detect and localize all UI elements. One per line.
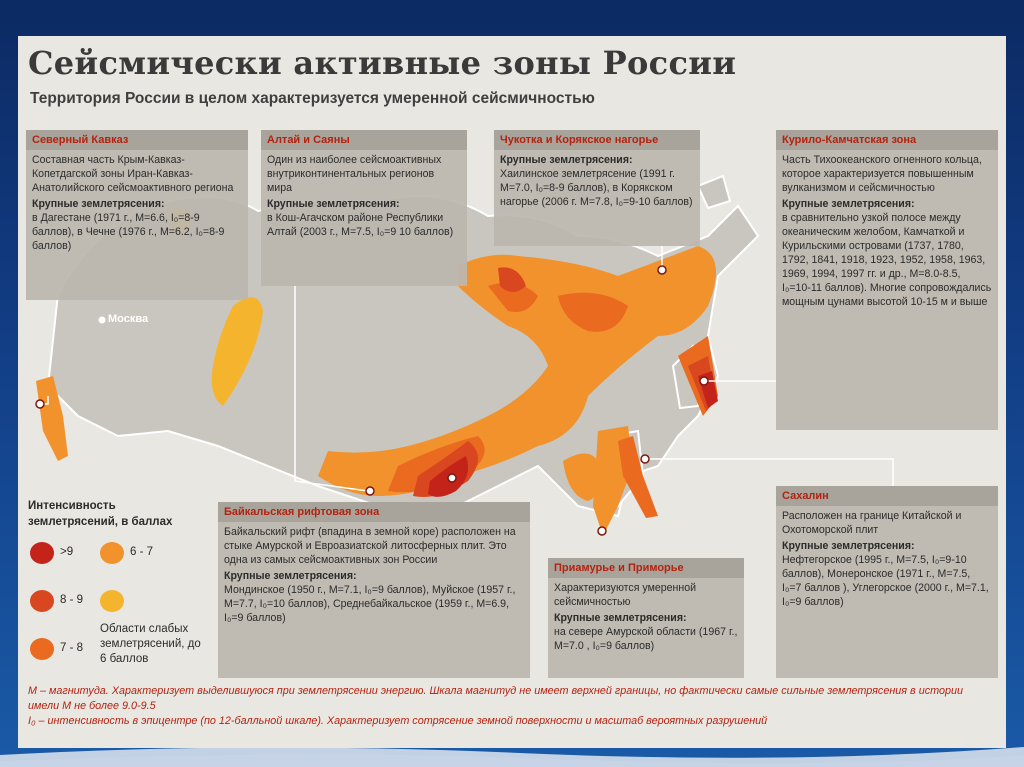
page-subtitle: Территория России в целом характеризуется умеренной сейсмичностью — [30, 90, 595, 107]
callout-quakes: в сравнительно узкой полосе между океаническим желобом, Камчаткой и Курильскими островами (1737, 1780, 1792, 1841, 1918, 1923, 1952, 1958, 1963, 1969, 1994, 1997 гг. и др., M=8.0-8.5, I₀=10-11 баллов). Многие сопровождались мощным цунами высотой 10-15 м и выше — [782, 212, 992, 308]
callout-sakhalin — [776, 486, 998, 678]
legend-swatch-weak — [100, 590, 124, 612]
callout-heading: Крупные землетрясения: — [267, 198, 400, 210]
legend-label-gt9: >9 — [60, 546, 74, 558]
callout-baikal-rift — [218, 502, 530, 678]
epicenter-marker — [700, 377, 708, 385]
callout-title: Сахалин — [776, 486, 998, 506]
footnote-intensity: I₀ – интенсивность в эпицентре (по 12-балльной шкале). Характеризует сотрясение земной поверхности и масштаб вероятных разрушений — [28, 715, 768, 727]
callout-heading: Крупные землетрясения: — [500, 154, 633, 166]
callout-text: Байкальский рифт (впадина в земной коре) расположен на стыке Амурской и Евроазиатской литосферных плит. Это одна из самых сейсмоактивных зон России — [224, 526, 516, 566]
callout-quakes: Нефтегорское (1995 г., M=7.5, I₀=9-10 баллов), Монеронское (1971 г., M=7.5, I₀=7 баллов ), Углегорское (2000 г., M=7.1, I₀=9 баллов) — [782, 554, 989, 608]
callout-heading: Крупные землетрясения: — [782, 540, 915, 552]
epicenter-marker — [36, 400, 44, 408]
epicenter-marker — [658, 266, 666, 274]
epicenter-marker — [598, 527, 606, 535]
legend-heading: Интенсивность землетрясений, в баллах — [28, 500, 173, 528]
callout-kuril-kamchatka — [776, 130, 998, 430]
callout-quakes: в Дагестане (1971 г., M=6.6, I₀=8-9 баллов), в Чечне (1976 г., M=6.2, I₀=8-9 баллов) — [32, 212, 225, 252]
epicenter-marker — [641, 455, 649, 463]
callout-heading: Крупные землетрясения: — [224, 570, 357, 582]
callout-heading: Крупные землетрясения: — [32, 198, 165, 210]
callout-quakes: Мондинское (1950 г., M=7.1, I₀=9 баллов), Муйское (1957 г., M=7.7, I₀=10 баллов), Среднебайкальское (1959 г., M=6.9, I₀=9 баллов) — [224, 584, 516, 624]
callout-altai-sayan — [261, 130, 467, 286]
legend-label-weak: Области слабых землетрясений, до 6 баллов — [100, 623, 201, 665]
legend-label-8-9: 8 - 9 — [60, 594, 84, 606]
legend-label-6-7: 6 - 7 — [130, 546, 154, 558]
footnote — [28, 684, 996, 729]
callout-title: Курило-Камчатская зона — [776, 130, 998, 150]
epicenter-marker — [448, 474, 456, 482]
legend-swatch-gt9 — [30, 542, 54, 564]
callout-quakes: на севере Амурской области (1967 г., M=7.0 , I₀=9 баллов) — [554, 626, 738, 652]
callout-title: Алтай и Саяны — [261, 130, 467, 150]
moscow-label: Москва — [108, 313, 149, 325]
callout-text: Один из наиболее сейсмоактивных внутриконтинентальных регионов мира — [267, 154, 442, 194]
moscow-marker — [99, 317, 106, 324]
callout-text: Составная часть Крым-Кавказ-Копетдагской зоны Иран-Кавказ-Анатолийского сейсмоактивного региона — [32, 154, 234, 194]
callout-north-caucasus — [26, 130, 248, 300]
callout-heading: Крупные землетрясения: — [782, 198, 915, 210]
callout-title: Северный Кавказ — [26, 130, 248, 150]
callout-quakes: в Кош-Агачском районе Республики Алтай (2003 г., M=7.5, I₀=9 10 баллов) — [267, 212, 454, 238]
legend-swatch-7-8 — [30, 638, 54, 660]
page-title: Сейсмически активные зоны России — [28, 44, 737, 82]
callout-title: Байкальская рифтовая зона — [218, 502, 530, 522]
callout-heading: Крупные землетрясения: — [554, 612, 687, 624]
callout-text: Характеризуются умеренной сейсмичностью — [554, 582, 697, 608]
callout-title: Чукотка и Корякское нагорье — [494, 130, 700, 150]
legend-swatch-8-9 — [30, 590, 54, 612]
callout-text: Расположен на границе Китайской и Охотоморской плит — [782, 510, 962, 536]
callout-text: Часть Тихоокеанского огненного кольца, которое характеризуется повышенным вулканизмом и сейсмичностью — [782, 154, 982, 194]
legend-label-7-8: 7 - 8 — [60, 642, 84, 654]
infographic-card — [18, 36, 1006, 748]
footnote-magnitude: M – магнитуда. Характеризует выделившуюся при землетрясении энергию. Шкала магнитуд не имеет верхней границы, но фактически самые сильные землетрясения в истории имели M не более 9.0-9.5 — [28, 685, 963, 712]
callout-chukotka — [494, 130, 700, 246]
intensity-legend — [28, 498, 228, 678]
callout-priamurye-primorye — [548, 558, 744, 678]
legend-swatch-6-7 — [100, 542, 124, 564]
callout-title: Приамурье и Приморье — [548, 558, 744, 578]
epicenter-marker — [366, 487, 374, 495]
callout-quakes: Хаилинское землетрясение (1991 г. M=7.0, I₀=8-9 баллов), в Корякском нагорье (2006 г. M=7.8, I₀=9-10 баллов) — [500, 168, 693, 208]
